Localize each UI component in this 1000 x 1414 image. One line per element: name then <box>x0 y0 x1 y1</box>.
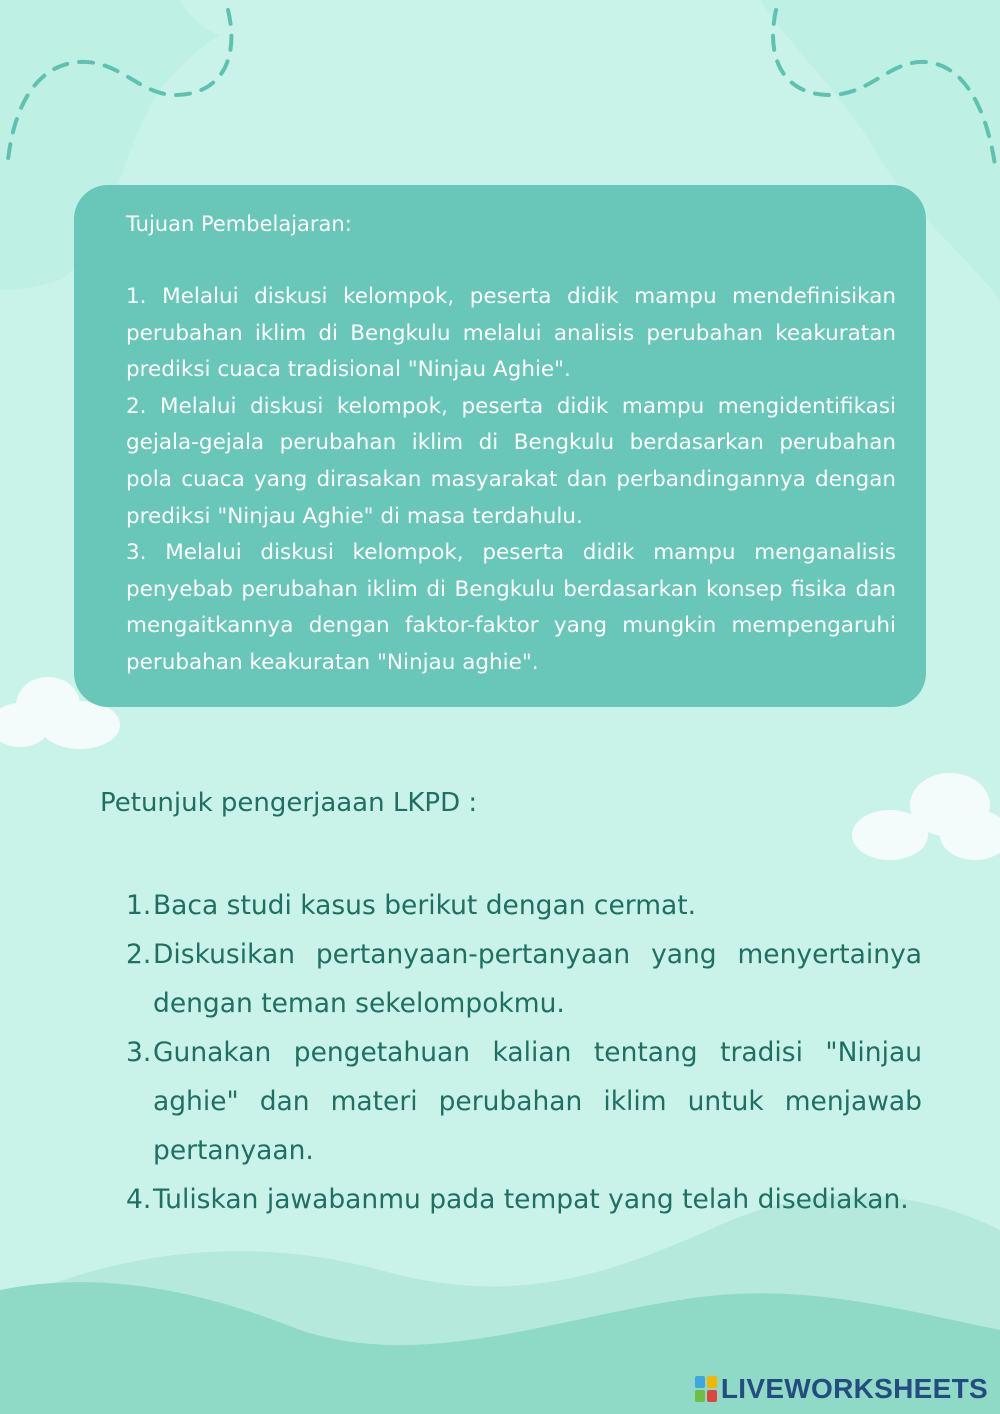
learning-goals-list <box>126 279 896 682</box>
instructions-list <box>126 881 922 1224</box>
learning-goal-item: 2. Melalui diskusi kelompok, peserta didik mampu mengidentifikasi gejala-gejala perubahan iklim di Bengkulu berdasarkan perubahan pola cuaca yang dirasakan masyarakat dan perbandingannya dengan prediksi "Ninjau Aghie" di masa terdahulu. <box>126 393 896 529</box>
instruction-item <box>126 930 922 1028</box>
instruction-text: Tuliskan jawabanmu pada tempat yang telah disediakan. <box>153 1184 909 1215</box>
instructions-title: Petunjuk pengerjaaan LKPD : <box>100 788 478 818</box>
liveworksheets-logo-icon <box>695 1376 717 1402</box>
instruction-item <box>126 881 922 930</box>
learning-goal-item: 3. Melalui diskusi kelompok, peserta didik mampu menganalisis penyebab perubahan iklim di Bengkulu berdasarkan konsep fisika dan mengaitkannya dengan faktor-faktor yang mungkin mempengaruhi perubahan keakuratan "Ninjau aghie". <box>126 540 896 675</box>
instruction-item <box>126 1028 922 1175</box>
learning-goal-item: 1. Melalui diskusi kelompok, peserta didik mampu mendefinisikan perubahan iklim di Bengkulu melalui analisis perubahan keakuratan prediksi cuaca tradisional "Ninjau Aghie". <box>126 284 896 383</box>
instruction-text: Baca studi kasus berikut dengan cermat. <box>153 890 697 921</box>
learning-goals-title: Tujuan Pembelajaran: <box>126 212 352 236</box>
liveworksheets-wordmark: LIVEWORKSHEETS <box>720 1373 988 1404</box>
instruction-item <box>126 1175 922 1224</box>
instruction-number: 4. <box>126 1184 152 1215</box>
instruction-number: 2. <box>126 939 152 970</box>
instruction-text: Diskusikan pertanyaan-pertanyaan yang menyertainya dengan teman sekelompokmu. <box>153 939 922 1019</box>
instruction-text: Gunakan pengetahuan kalian tentang tradisi "Ninjau aghie" dan materi perubahan iklim untuk menjawab pertanyaan. <box>153 1037 922 1166</box>
instruction-number: 3. <box>126 1037 152 1068</box>
liveworksheets-brand <box>695 1373 988 1405</box>
learning-goals-card <box>74 185 926 707</box>
instruction-number: 1. <box>126 890 152 921</box>
